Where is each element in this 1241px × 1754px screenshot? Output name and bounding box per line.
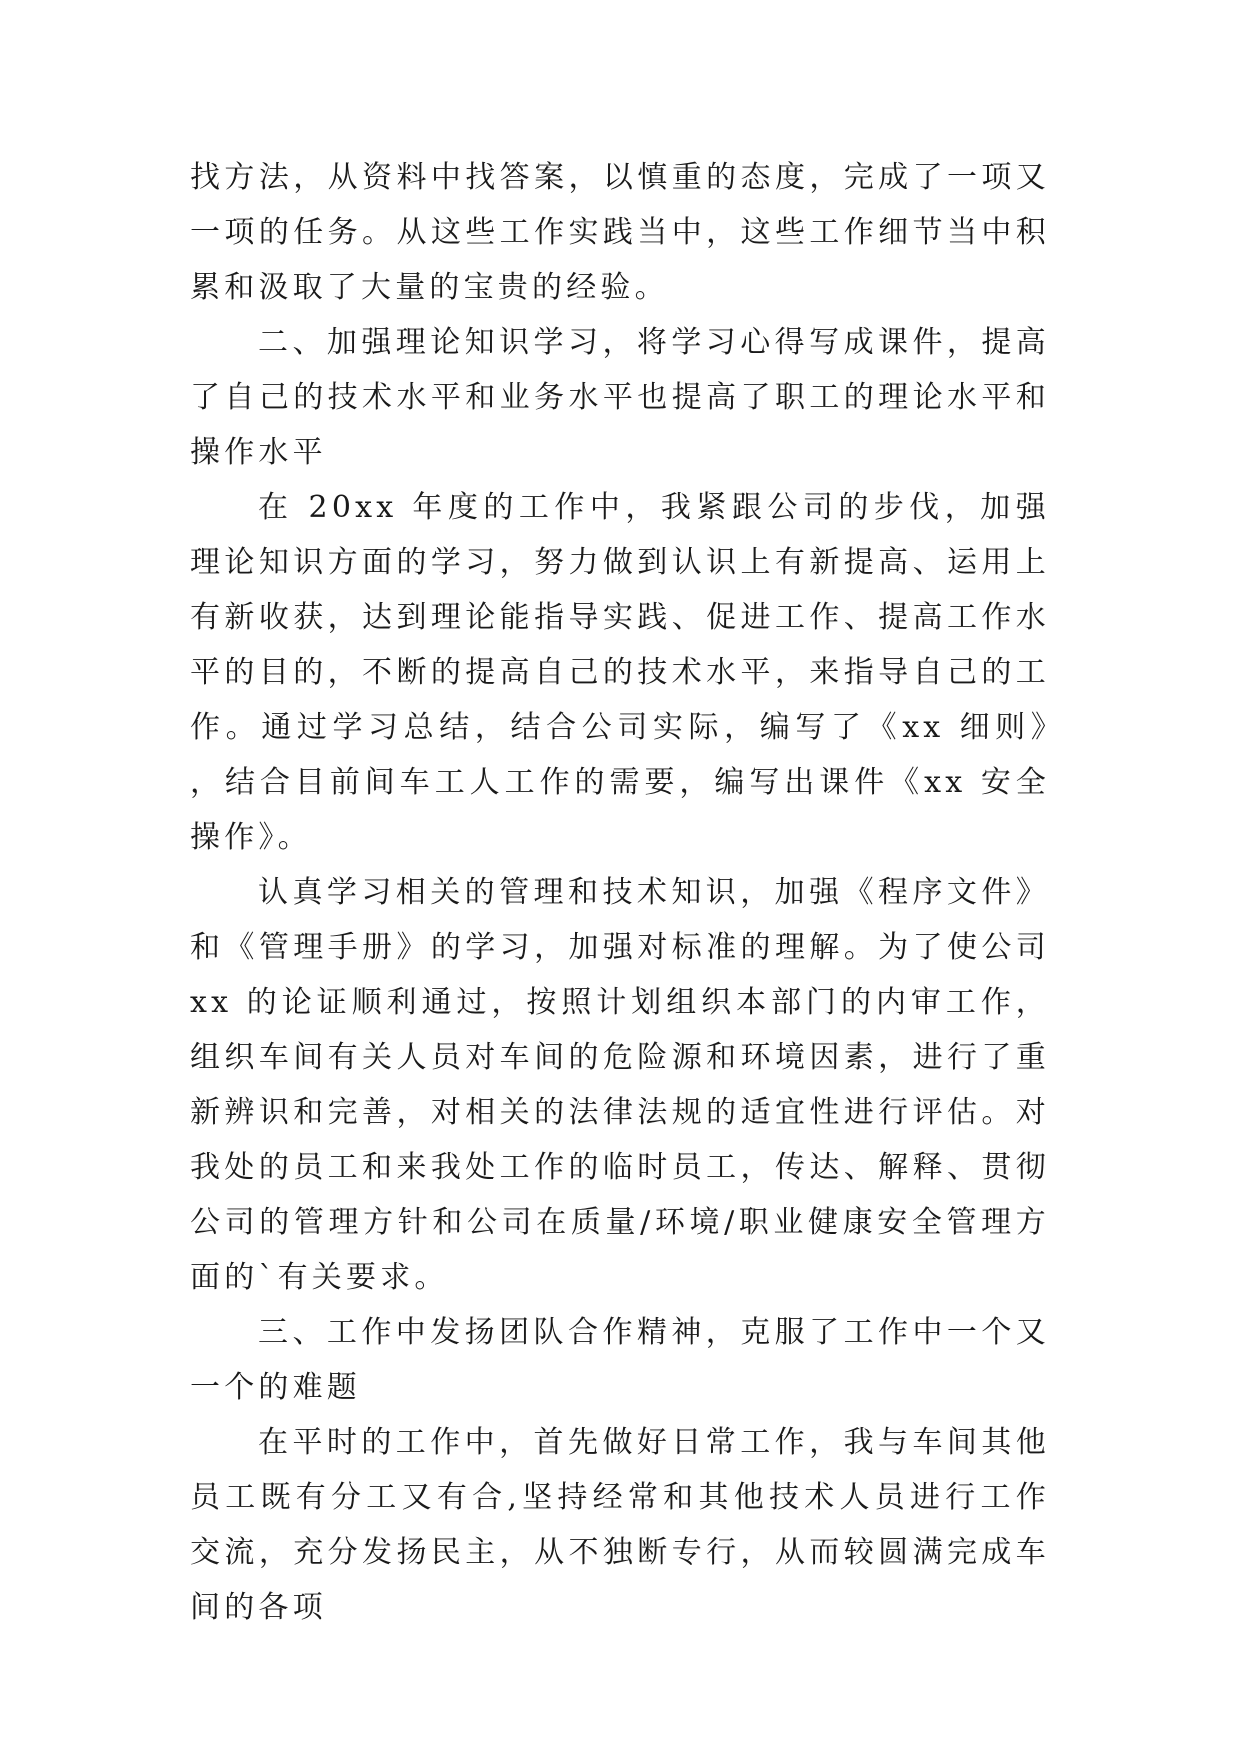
- document-body: [190, 150, 1050, 1635]
- paragraph-1: 找方法，从资料中找答案，以慎重的态度，完成了一项又一项的任务。从这些工作实践当中，这些工作细节当中积累和汲取了大量的宝贵的经验。: [190, 160, 1050, 305]
- paragraph-3: 在 20xx 年度的工作中，我紧跟公司的步伐，加强理论知识方面的学习，努力做到认识上有新提高、运用上有新收获，达到理论能指导实践、促进工作、提高工作水平的目的，不断的提高自己的技术水平，来指导自己的工作。通过学习总结，结合公司实际，编写了《xx 细则》，结合目前间车工人工作的需要，编写出课件《xx 安全操作》。: [190, 490, 1050, 855]
- heading-section-2: 二、加强理论知识学习，将学习心得写成课件，提高了自己的技术水平和业务水平也提高了职工的理论水平和操作水平: [190, 325, 1050, 470]
- paragraph-4: 认真学习相关的管理和技术知识，加强《程序文件》和《管理手册》的学习，加强对标准的理解。为了使公司 xx 的论证顺利通过，按照计划组织本部门的内审工作，组织车间有关人员对车间的危险源和环境因素，进行了重新辨识和完善，对相关的法律法规的适宜性进行评估。对我处的员工和来我处工作的临时员工，传达、解释、贯彻公司的管理方针和公司在质量/环境/职业健康安全管理方面的`有关要求。: [190, 875, 1050, 1295]
- heading-section-3: 三、工作中发扬团队合作精神，克服了工作中一个又一个的难题: [190, 1315, 1050, 1405]
- paragraph-6: 在平时的工作中，首先做好日常工作，我与车间其他员工既有分工又有合,坚持经常和其他技术人员进行工作交流，充分发扬民主，从不独断专行，从而较圆满完成车间的各项: [190, 1425, 1050, 1625]
